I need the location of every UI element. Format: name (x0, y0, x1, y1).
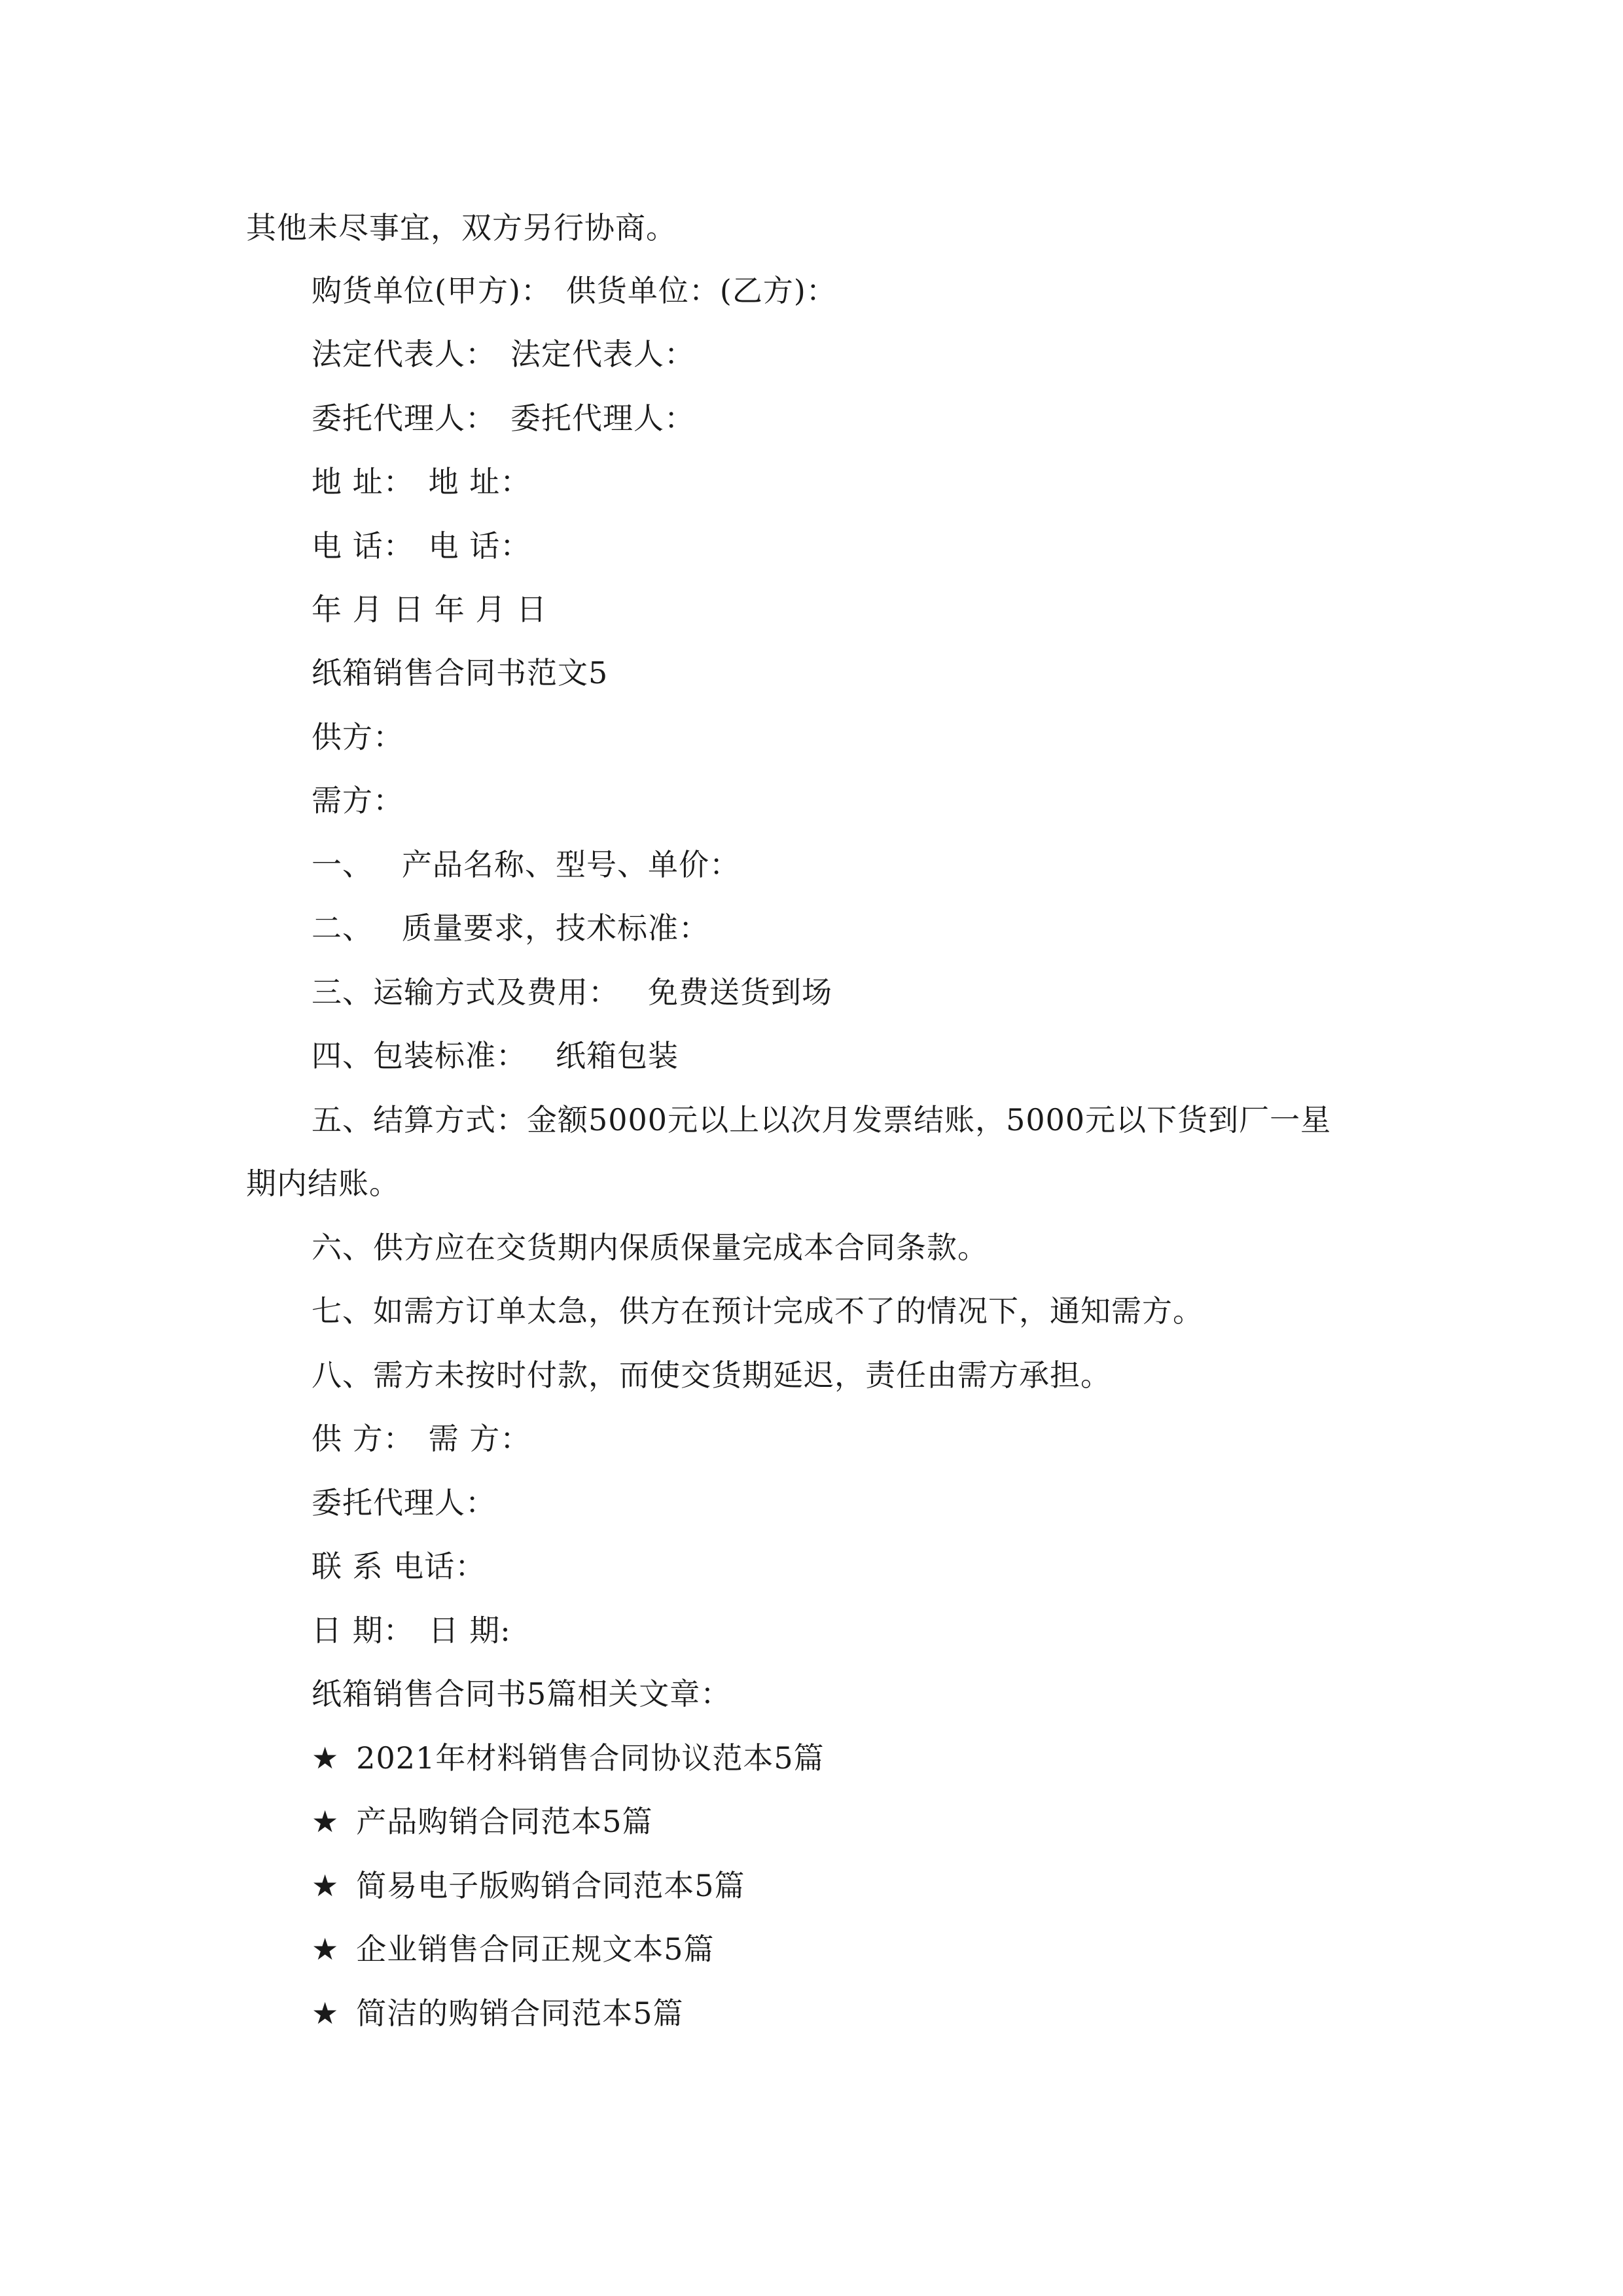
signature-buyer-seller-line: 购货单位(甲方)： 供货单位：(乙方)： (312, 273, 837, 308)
clause-2: 二、 质量要求，技术标准： (312, 910, 709, 946)
clause-4: 四、包装标准： 纸箱包装 (312, 1038, 679, 1073)
clause-6: 六、供方应在交货期内保质保量完成本合同条款。 (312, 1230, 988, 1265)
signature-parties-line: 供 方： 需 方： (312, 1421, 531, 1456)
star-icon: ★ (312, 1804, 340, 1839)
star-icon: ★ (312, 1931, 340, 1967)
star-icon: ★ (312, 1868, 340, 1903)
clause-1: 一、 产品名称、型号、单价： (312, 847, 740, 882)
paragraph-closing: 其他未尽事宜，双方另行协商。 (246, 210, 677, 245)
phone-line: 电 话： 电 话： (312, 528, 531, 564)
clause-7: 七、如需方订单太急，供方在预计完成不了的情况下，通知需方。 (312, 1293, 1204, 1329)
related-article-link[interactable]: ★ 简易电子版购销合同范本5篇 (312, 1868, 745, 1903)
date-line: 年 月 日 年 月 日 (312, 592, 548, 627)
clause-5: 五、结算方式：金额5000元以上以次月发票结账，5000元以下货到厂一星 (312, 1102, 1332, 1138)
related-article-link[interactable]: ★ 企业销售合同正规文本5篇 (312, 1931, 715, 1967)
contact-phone-line: 联 系 电话： (312, 1549, 486, 1584)
star-icon: ★ (312, 1996, 340, 2031)
address-line: 地 址： 地 址： (312, 464, 531, 499)
related-articles-heading: 纸箱销售合同书5篇相关文章： (312, 1676, 732, 1712)
related-article-link[interactable]: ★ 2021年材料销售合同协议范本5篇 (312, 1740, 825, 1776)
agent-line: 委托代理人： 委托代理人： (312, 401, 695, 436)
related-article-link[interactable]: ★ 简洁的购销合同范本5篇 (312, 1996, 684, 2031)
star-icon: ★ (312, 1740, 340, 1776)
signature-date-line: 日 期： 日 期: (312, 1613, 511, 1648)
clause-5-continued: 期内结账。 (246, 1166, 400, 1201)
related-article-link[interactable]: ★ 产品购销合同范本5篇 (312, 1804, 653, 1839)
supplier-line: 供方： (312, 719, 404, 755)
agent-signature-line: 委托代理人： (312, 1485, 496, 1520)
clause-8: 八、需方未按时付款，而使交货期延迟，责任由需方承担。 (312, 1357, 1111, 1393)
clause-3: 三、运输方式及费用： 免费送货到场 (312, 975, 832, 1010)
demander-line: 需方： (312, 783, 404, 818)
legal-representative-line: 法定代表人： 法定代表人： (312, 336, 695, 372)
section-title: 纸箱销售合同书范文5 (312, 655, 609, 691)
